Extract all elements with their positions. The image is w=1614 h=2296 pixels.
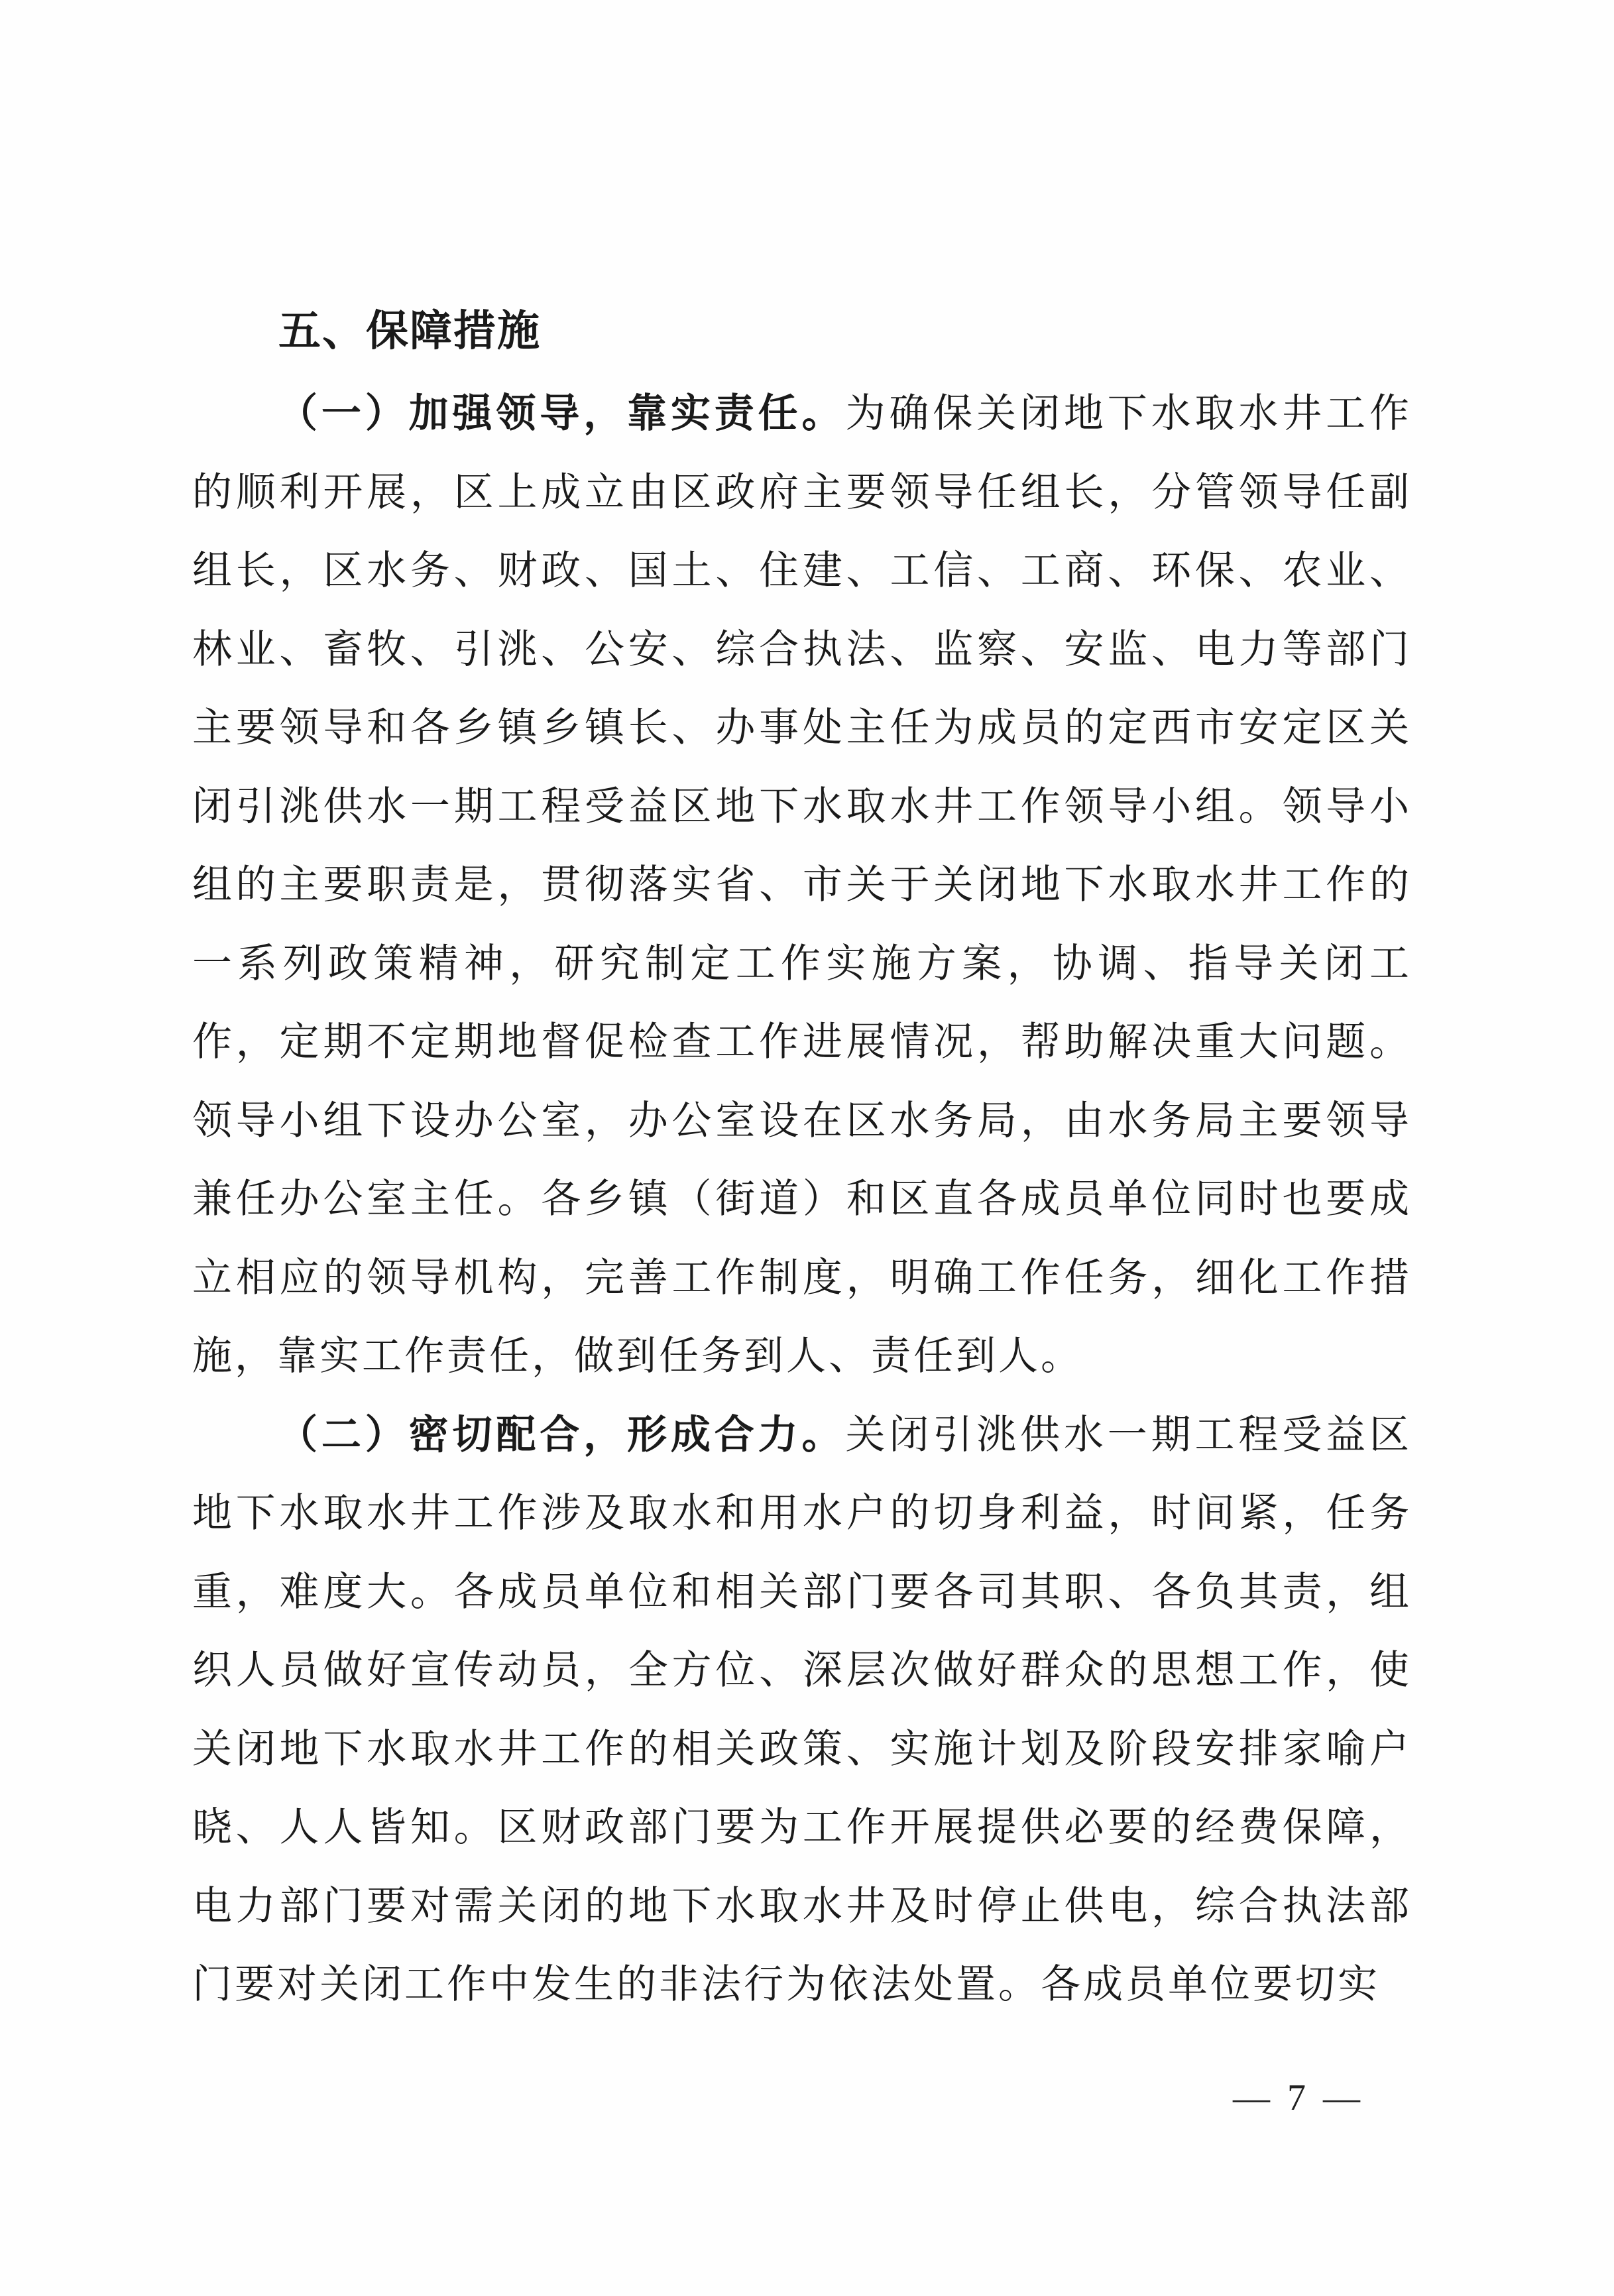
paragraph-2 <box>192 1396 1412 2024</box>
body-text <box>192 374 1412 2024</box>
paragraph-1-lead: （一）加强领导，靠实责任。 <box>278 390 846 437</box>
paragraph-1 <box>192 374 1412 1396</box>
paragraph-2-text: 关闭引洮供水一期工程受益区地下水取水井工作涉及取水和用水户的切身利益，时间紧，任务重，难度大。各成员单位和相关部门要各司其职、各负其责，组织人员做好宣传动员，全方位、深层次做好群众的思想工作，使关闭地下水取水井工作的相关政策、实施计划及阶段安排家喻户晓、人人皆知。区财政部门要为工作开展提供必要的经费保障，电力部门要对需关闭的地下水取水井及时停止供电，综合执法部门要对关闭工作中发生的非法行为依法处置。各成员单位要切实 <box>192 1411 1412 2008</box>
paragraph-1-text: 为确保关闭地下水取水井工作的顺利开展，区上成立由区政府主要领导任组长，分管领导任副组长，区水务、财政、国土、住建、工信、工商、环保、农业、林业、畜牧、引洮、公安、综合执法、监察、安监、电力等部门主要领导和各乡镇乡镇长、办事处主任为成员的定西市安定区关闭引洮供水一期工程受益区地下水取水井工作领导小组。领导小组的主要职责是，贯彻落实省、市关于关闭地下水取水井工作的一系列政策精神，研究制定工作实施方案，协调、指导关闭工作，定期不定期地督促检查工作进展情况，帮助解决重大问题。领导小组下设办公室，办公室设在区水务局，由水务局主要领导兼任办公室主任。各乡镇（街道）和区直各成员单位同时也要成立相应的领导机构，完善工作制度，明确工作任务，细化工作措施，靠实工作责任，做到任务到人、责任到人。 <box>192 390 1412 1379</box>
section-heading: 五、保障措施 <box>278 307 541 356</box>
page-number: — 7 — <box>1233 2077 1364 2118</box>
paragraph-2-lead: （二）密切配合，形成合力。 <box>278 1411 846 1458</box>
